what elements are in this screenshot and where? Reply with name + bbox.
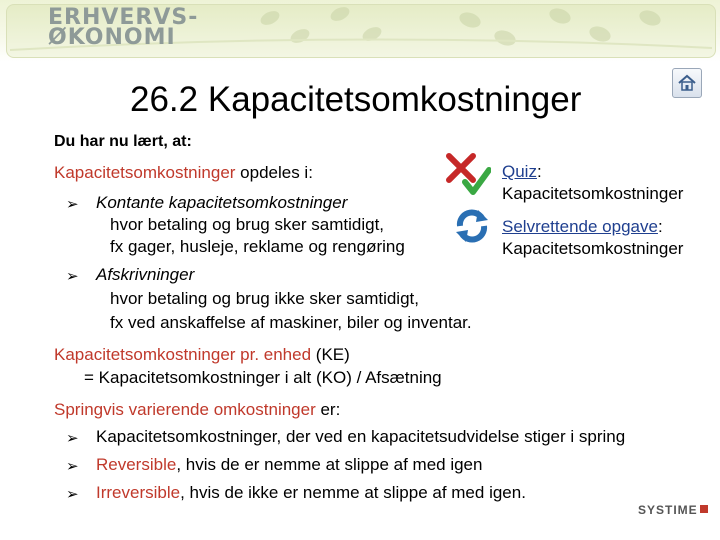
quiz-check-cross-icon[interactable]: [443, 150, 491, 198]
arrowhead-bullet-icon: ➢: [66, 430, 79, 447]
section1-heading: [54, 163, 313, 183]
quiz-heading: [502, 162, 542, 182]
bullet1-line2: fx gager, husleje, reklame og rengøring: [110, 237, 405, 256]
logo-line2: ØKONOMI: [48, 25, 176, 50]
arrowhead-bullet-icon: ➢: [66, 458, 79, 475]
arrowhead-bullet-icon: ➢: [66, 196, 79, 213]
section3-rest: er:: [315, 400, 341, 419]
quiz-subtitle: Kapacitetsomkostninger: [502, 184, 684, 203]
refresh-cycle-icon[interactable]: [452, 206, 492, 246]
home-button[interactable]: [672, 68, 702, 98]
exercise-heading: [502, 217, 663, 237]
section3-heading: [54, 400, 340, 420]
section3-term: Springvis varierende omkostninger: [54, 400, 316, 419]
bullet2-line1: hvor betaling og brug ikke sker samtidigt,: [110, 289, 419, 308]
systime-square-icon: [700, 505, 708, 513]
exercise-link[interactable]: Selvrettende opgave: [502, 217, 658, 236]
section3-bullet3: [96, 483, 526, 503]
intro-text: Du har nu lært, at:: [54, 133, 192, 150]
section2-formula: = Kapacitetsomkostninger i alt (KO) / Afsætning: [84, 368, 442, 387]
section3-bullet2-term: Reversible: [96, 455, 177, 474]
systime-brand: SYSTIME: [638, 503, 698, 517]
quiz-colon: :: [536, 162, 542, 181]
quiz-link[interactable]: Quiz: [502, 162, 537, 181]
page-title: 26.2 Kapacitetsomkostninger: [130, 80, 582, 119]
section3-bullet3-term: Irreversible: [96, 483, 181, 502]
systime-logo: [638, 503, 708, 517]
section1-rest: opdeles i:: [235, 163, 313, 182]
section3-bullet1: Kapacitetsomkostninger, der ved en kapacitetsudvidelse stiger i spring: [96, 427, 626, 446]
exercise-subtitle: Kapacitetsomkostninger: [502, 239, 684, 258]
bullet1-title: Kontante kapacitetsomkostninger: [96, 193, 348, 212]
logo: [48, 5, 199, 50]
section3-bullet2-rest: , hvis de er nemme at slippe af med igen: [176, 455, 483, 474]
bullet1-line1: hvor betaling og brug sker samtidigt,: [110, 215, 385, 234]
section2-term: Kapacitetsomkostninger pr. enhed: [54, 345, 312, 364]
home-icon: [677, 73, 697, 93]
section1-term: Kapacitetsomkostninger: [54, 163, 236, 182]
section2-heading: [54, 345, 350, 365]
section3-bullet2: [96, 455, 482, 475]
section3-bullet3-rest: , hvis de ikke er nemme at slippe af med igen.: [180, 483, 526, 502]
arrowhead-bullet-icon: ➢: [66, 268, 79, 285]
section2-rest: (KE): [311, 345, 350, 364]
bullet2-line2: fx ved anskaffelse af maskiner, biler og inventar.: [110, 313, 472, 332]
exercise-colon: :: [657, 217, 663, 236]
logo-line1: ERHVERVS-: [48, 5, 199, 30]
arrowhead-bullet-icon: ➢: [66, 486, 79, 503]
bullet2-title: Afskrivninger: [96, 265, 195, 284]
